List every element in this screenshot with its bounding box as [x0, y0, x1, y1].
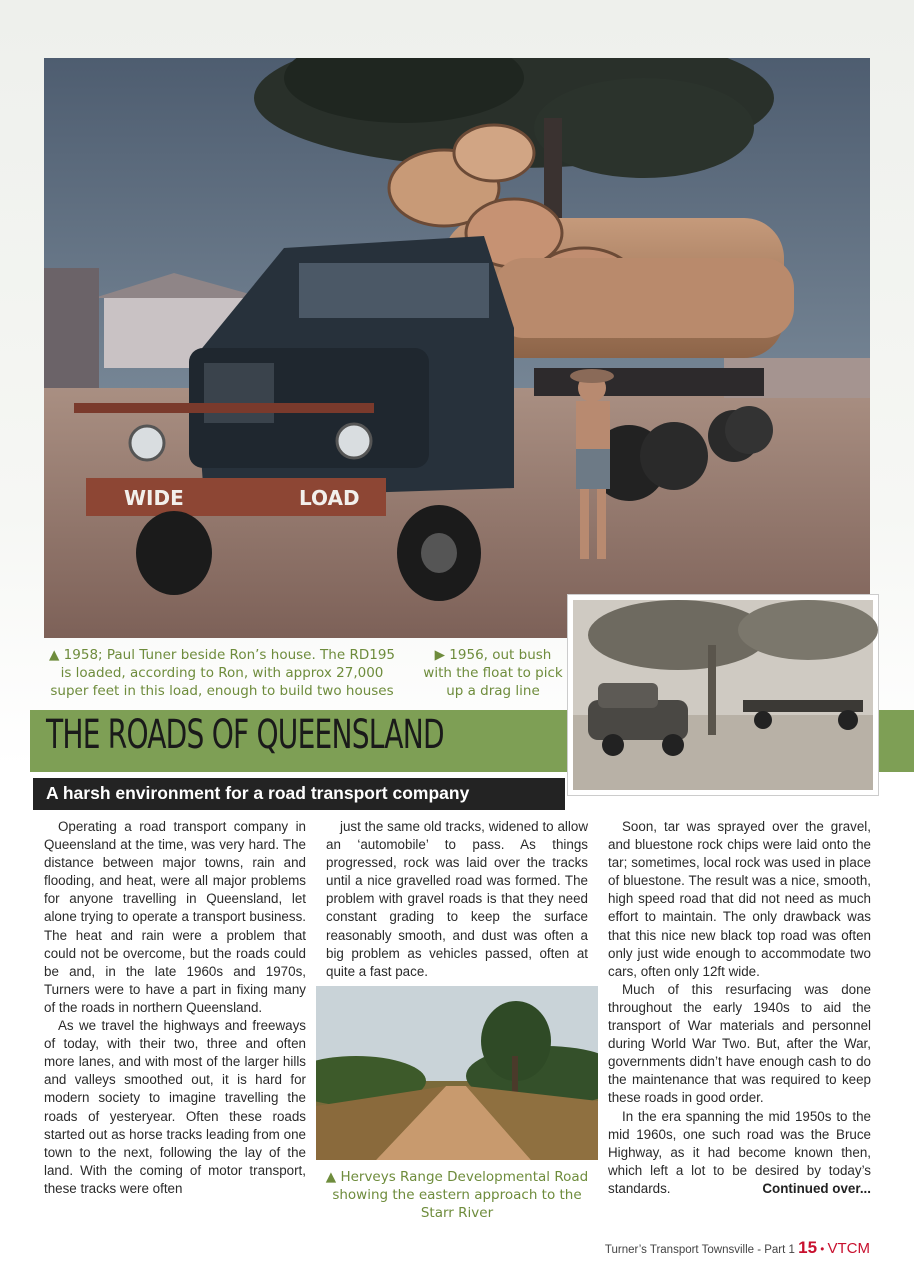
main-photo-logging-truck — [44, 58, 870, 638]
article-column-1 — [44, 818, 306, 1198]
page-subtitle: A harsh environment for a road transport company — [46, 783, 470, 803]
bumper-text-left: WIDE — [124, 486, 184, 510]
magazine-name: VTCM — [827, 1240, 870, 1257]
article-column-2 — [326, 818, 588, 981]
continued-over-label: Continued over... — [762, 1180, 871, 1196]
inset-illustration — [568, 595, 878, 795]
truck-illustration — [44, 58, 870, 638]
road-photo-caption: ▲ Herveys Range Developmental Road showing the eastern approach to the Starr River — [325, 1169, 589, 1221]
footer-separator: • — [820, 1244, 825, 1256]
page-title: THE ROADS OF QUEENSLAND — [46, 712, 444, 758]
paragraph: As we travel the highways and freeways of today, with their two, three and often more lanes, and with most of the larger hills and valleys smoothed out, it is hard for modern society to imagine travelling the roads of yesteryear. Often these roads started out as horse tracks leading from one town to the next, following the lay of the land. With the coming of motor transport, these tracks were often — [44, 1018, 306, 1196]
paragraph: Soon, tar was sprayed over the gravel, and bluestone rock chips were laid onto the tar; sometimes, local rock was used in place of bluestone. The result was a nice, smooth, high speed road that did not need as much effort to maintain. The only drawback was that this nice new black top road was often only just wide enough to accommodate two cars, often only 12ft wide. — [608, 819, 871, 979]
paragraph-text: In the era spanning the mid 1950s to the mid 1960s, one such road was the Bruce Highway, as it had become known then, which left a lot to be desired by today’s standards. — [608, 1108, 871, 1196]
page-footer — [605, 1238, 870, 1258]
paragraph: just the same old tracks, widened to allow an ‘automobile’ to pass. As things progressed, rock was laid over the tracks until a nice gravelled road was formed. The problem with gravel roads is that they need constant grading to keep the surface reasonably smooth, and dust was often a big problem as vehicles passed, often at quite a fast pace. — [326, 819, 588, 979]
footer-series: Turner’s Transport Townsville - Part 1 — [604, 1244, 795, 1256]
inset-photo-float — [568, 595, 878, 795]
bumper-text-right: LOAD — [299, 486, 360, 510]
inset-photo-caption: ▶ 1956, out bush with the float to pick up a drag line — [423, 647, 563, 699]
main-photo-caption: ▲ 1958; Paul Tuner beside Ron’s house. The RD195 is loaded, according to Ron, with approx 27,000 super feet in this load, enough to build two houses — [49, 647, 395, 699]
article-column-3 — [608, 818, 871, 1198]
paragraph: Operating a road transport company in Queensland at the time, was very hard. The distance between major towns, rain and flooding, and heat, were all major problems for anyone travelling in Queensland, let alone trying to operate a transport business. The heat and rain were a problem that could not be overcome, but the roads could be and, in the late 1960s and 1970s, Turners were to have a part in fixing many of the roads in northern Queensland. — [44, 819, 306, 1015]
road-photo-herveys-range — [316, 986, 598, 1160]
page-number: 15 — [798, 1238, 818, 1257]
paragraph: Much of this resurfacing was done throughout the early 1940s to aid the transport of War materials and personnel during World War Two. But, after the War, governments didn’t have enough cash to do the maintenance that was required to keep these roads in good order. — [608, 981, 871, 1106]
road-illustration — [316, 986, 598, 1160]
paragraph — [608, 1108, 871, 1198]
